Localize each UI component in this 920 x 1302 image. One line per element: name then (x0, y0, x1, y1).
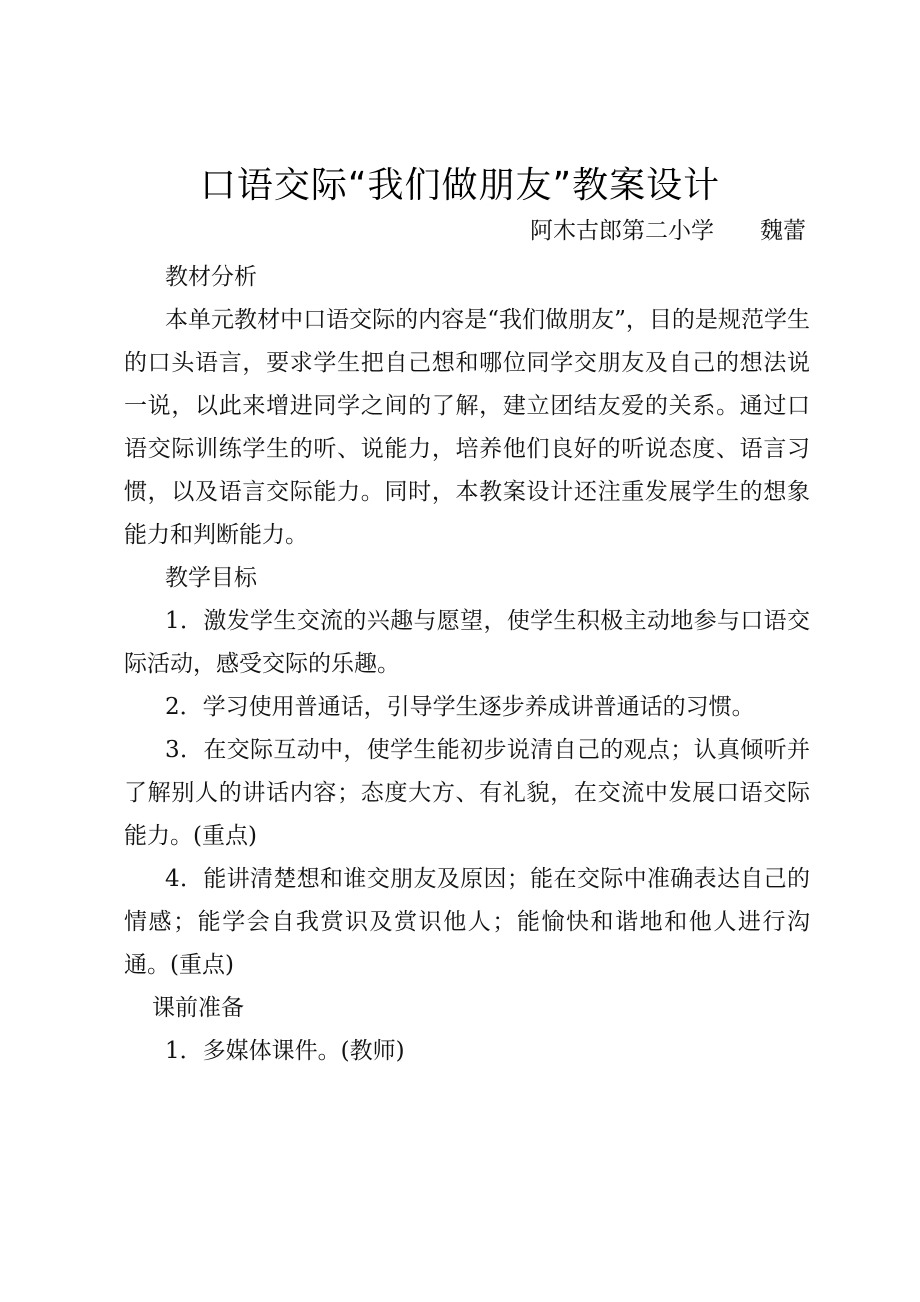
goal-item-3: 3．在交际互动中，使学生能初步说清自己的观点；认真倾听并了解别人的讲话内容；态度大方、有礼貌，在交流中发展口语交际能力。(重点) (124, 737, 810, 849)
goal-item-4: 4．能讲清楚想和谁交朋友及原因；能在交际中准确表达自己的情感；能学会自我赏识及赏识他人；能愉快和谐地和他人进行沟通。(重点) (124, 866, 810, 978)
goal-item-1: 1．激发学生交流的兴趣与愿望，使学生积极主动地参与口语交际活动，感受交际的乐趣。 (124, 608, 810, 677)
goal-item-2: 2．学习使用普通话，引导学生逐步养成讲普通话的习惯。 (165, 694, 755, 720)
analysis-paragraph: 本单元教材中口语交际的内容是“我们做朋友”，目的是规范学生的口头语言，要求学生把自己想和哪位同学交朋友及自己的想法说一说，以此来增进同学之间的了解，建立团结友爱的关系。通过口语交际训练学生的听、说能力，培养他们良好的听说态度、语言习惯，以及语言交际能力。同时，本教案设计还注重发展学生的想象能力和判断能力。 (124, 307, 810, 548)
document-title: 口语交际“我们做朋友”教案设计 (199, 165, 721, 206)
section-heading-goals: 教学目标 (165, 565, 257, 591)
document-body (124, 256, 810, 1073)
author-line: 阿木古郎第二小学 魏蕾 (530, 218, 806, 244)
prep-item-1: 1．多媒体课件。(教师) (165, 1038, 405, 1064)
section-heading-prep: 课前准备 (152, 995, 244, 1021)
section-heading-analysis: 教材分析 (165, 264, 257, 290)
